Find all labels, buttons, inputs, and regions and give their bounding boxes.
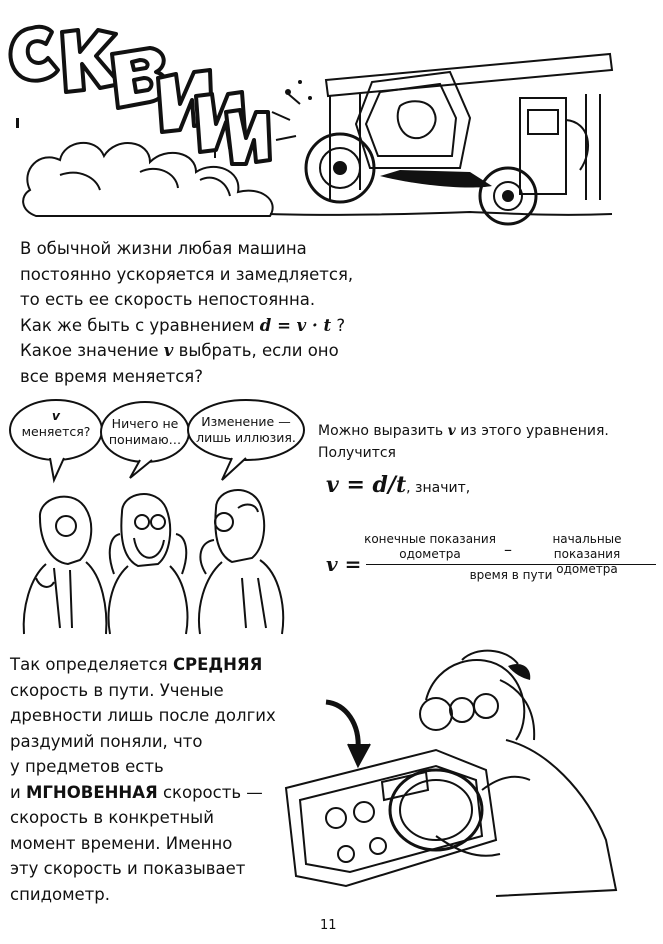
conclusion-line-2: скорость в пути. Ученые: [10, 680, 224, 700]
conclusion-line-6-post: скорость —: [162, 782, 263, 802]
denominator: время в пути: [469, 568, 553, 582]
conclusion-line-6-pre: и: [10, 782, 21, 802]
bubble-left-text: меняется?: [21, 424, 91, 439]
intro-line-5-tail: выбрать, если оно: [178, 341, 339, 360]
conclusion-paragraph: [10, 652, 276, 907]
bubble-right: [188, 414, 304, 446]
buggy-illustration: [0, 0, 640, 230]
conclusion-line-4: раздумий поняли, что: [10, 731, 203, 751]
conclusion-line-6: [10, 780, 276, 806]
conclusion-line-9: эту скорость и показывает: [10, 859, 246, 878]
bubble-right-line-2: лишь иллюзия.: [196, 430, 296, 445]
average-emphasis: СРЕДНЯЯ: [172, 655, 263, 674]
equation-v-d-t: v = d/t: [326, 472, 407, 498]
numerator-minus: –: [504, 540, 512, 559]
intro-line-4: [20, 313, 353, 339]
bubble-left: [14, 408, 98, 440]
numerator-left-line-1: конечные показания: [364, 532, 496, 546]
intro-line-1: В обычной жизни любая машина: [20, 239, 307, 258]
intro-line-5: [20, 338, 353, 364]
numerator-right-line-1: начальные показания: [552, 532, 622, 561]
numerator-left: [364, 532, 496, 562]
bubble-middle-line-1: Ничего не: [111, 416, 179, 431]
driver-speedometer-illustration: [286, 640, 646, 900]
conclusion-line-8: момент времени. Именно: [10, 833, 233, 853]
bubble-middle-line-2: понимаю…: [108, 432, 182, 447]
intro-question-mark: ?: [336, 315, 346, 335]
intro-paragraph: [20, 236, 353, 389]
bubble-left-v: v: [51, 408, 61, 423]
formula-intro-end: из этого уравнения.: [460, 423, 609, 439]
page-number: 11: [320, 918, 337, 933]
formula-intro-line-1: [318, 420, 609, 442]
formula-intro-start: Можно выразить: [318, 423, 444, 439]
intro-line-3: то есть ее скорость непостоянна.: [20, 290, 316, 309]
numerator-right-line-2: одометра: [556, 562, 618, 576]
conclusion-line-1: [10, 652, 276, 678]
average-speed-formula: [326, 528, 656, 588]
formula-intro: [318, 420, 609, 464]
numerator-left-line-2: одометра: [399, 547, 461, 561]
intro-line-6: все время меняется?: [20, 366, 203, 386]
equation-velocity: [326, 472, 470, 498]
scholars-illustration: [10, 478, 310, 638]
bubble-middle: [101, 416, 189, 448]
formula-intro-v: v: [447, 423, 456, 439]
conclusion-line-7: скорость в конкретный: [10, 808, 214, 827]
intro-line-5-text: Какое значение: [20, 341, 159, 360]
conclusion-line-3: древности лишь после долгих: [10, 706, 276, 725]
formula-intro-line-2: Получится: [318, 445, 396, 461]
conclusion-line-5: у предметов есть: [10, 757, 164, 776]
intro-line-2: постоянно ускоряется и замедляется,: [20, 264, 354, 284]
intro-v-symbol: v: [163, 341, 174, 360]
bubble-right-line-1: Изменение —: [201, 414, 291, 429]
formula-lhs: v =: [326, 552, 362, 576]
fraction-bar: [366, 564, 656, 565]
conclusion-line-1-text: Так определяется: [10, 655, 168, 674]
intro-line-4-text: Как же быть с уравнением: [20, 315, 255, 335]
instant-emphasis: МГНОВЕННАЯ: [25, 782, 158, 802]
intro-equation: d = v · t: [259, 315, 332, 335]
conclusion-line-10: спидометр.: [10, 884, 111, 904]
equation-tail: , значит,: [406, 480, 471, 496]
